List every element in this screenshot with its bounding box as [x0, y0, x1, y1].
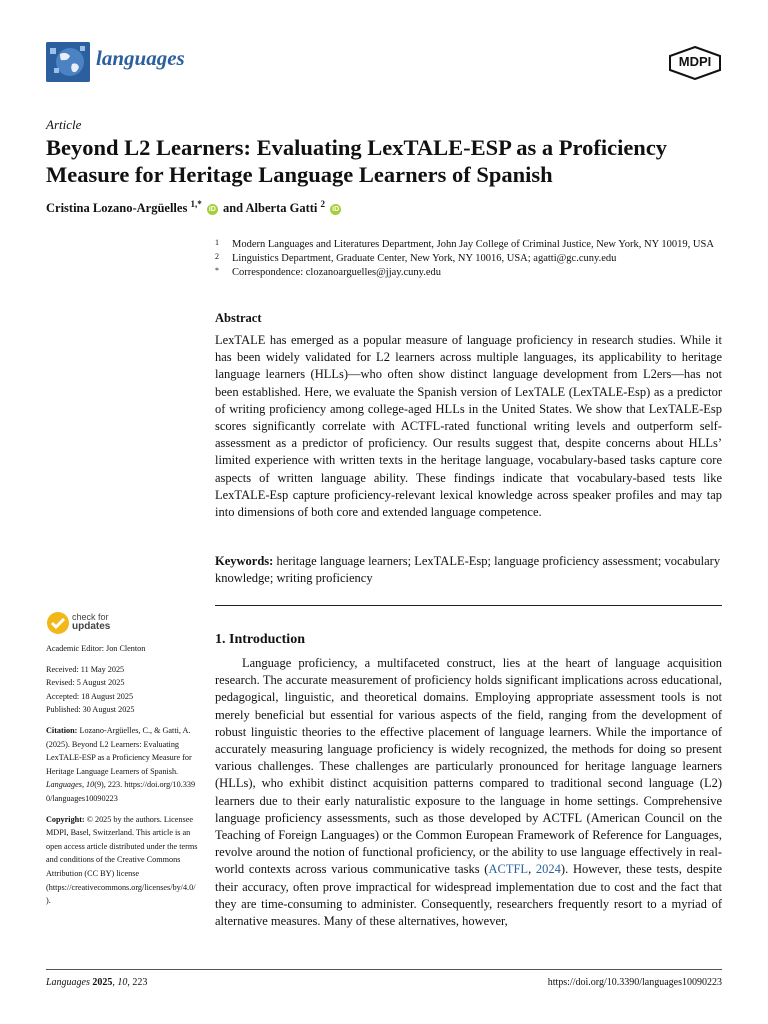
check-updates-icon [46, 611, 70, 635]
keywords [215, 553, 722, 587]
date-accepted: Accepted: 18 August 2025 [46, 691, 134, 701]
orcid-icon[interactable]: iD [208, 206, 216, 214]
intro-paragraph [215, 655, 722, 930]
date-received: Received: 11 May 2025 [46, 664, 125, 674]
footer-citation [46, 977, 147, 988]
footer-volume: 10 [117, 977, 128, 988]
check-updates-line1: check for [72, 612, 109, 622]
affiliation-text: Modern Languages and Literatures Department, John Jay College of Criminal Justice, New York, NY 10019, USA [232, 239, 714, 250]
journal-logo[interactable] [46, 42, 90, 82]
check-for-updates-badge[interactable] [46, 611, 156, 635]
section-divider [215, 605, 722, 606]
affiliation-mark: * [215, 266, 219, 275]
mdpi-logo[interactable] [668, 46, 722, 80]
publisher-name: MDPI [678, 54, 712, 69]
affiliation-mark: 2 [215, 252, 219, 261]
affiliation-item [215, 238, 725, 252]
citation-label: Citation: [46, 725, 78, 735]
footer-sep: , [127, 977, 130, 988]
intro-text-2: ). However, these tests, despite their accuracy, often prove impractical for widespread implementation due to cost and the fact that they are time-consuming to administer. Consequently, researchers frequently resort to a myriad of alternative measures. Many of these alternatives, however, [215, 862, 723, 929]
citation-doi[interactable]: (9), 223. https://doi.org/10.3390/languages10090223 [46, 780, 196, 803]
reference-link[interactable]: ACTFL [488, 862, 529, 877]
citation-journal: Languages [46, 780, 82, 790]
author-affiliation-mark: 1,* [190, 199, 202, 209]
affiliation-text: Correspondence: clozanoarguelles@jjay.cuny.edu [232, 267, 441, 278]
article-sidebar [46, 642, 198, 908]
article-type: Article [46, 117, 82, 132]
date-revised: Revised: 5 August 2025 [46, 678, 125, 688]
keywords-label: Keywords: [215, 554, 274, 568]
affiliation-mark: 1 [215, 238, 219, 247]
abstract-heading: Abstract [215, 311, 262, 325]
affiliation-item [215, 252, 725, 266]
section-heading: 1. Introduction [215, 632, 305, 647]
reference-year-link[interactable]: 2024 [535, 862, 561, 877]
academic-editor: Academic Editor: Jon Clenton [46, 644, 146, 653]
check-updates-line2: updates [72, 621, 111, 632]
copyright [46, 813, 198, 908]
author-affiliation-mark: 2 [320, 199, 326, 209]
article-title: Beyond L2 Learners: Evaluating LexTALE-ESP as a Proficiency Measure for Heritage Language Learners of Spanish [46, 135, 668, 187]
abstract-text: LexTALE has emerged as a popular measure of language proficiency in research studies. While it has been widely validated for L2 learners across multiple languages, its applicability to heritage language learners (HLLs)—who often show distinct language development from L2ers—has not been established. Here, we evaluate the Spanish version of LexTALE (LexTALE-Esp) as a predictor of writing proficiency among college-aged HLLs in the United States. We show that LexTALE-Esp scores significantly correlate with ACTFL-rated functional writing levels and outperform self-assessment as a predictor of proficiency. Our results suggest that, despite concerns about HLLs’ limited experience with written texts in the heritage language, vocabulary-based tasks capture core aspects of written language ability. These findings indicate that vocabulary-based tests like LexTALE-Esp capture proficiency-relevant lexical knowledge across speaker profiles and may tap into dimensions of both core and extended language competence. [215, 333, 722, 520]
author-list [46, 199, 343, 216]
affiliation-text: Linguistics Department, Graduate Center, New York, NY 10016, USA; agatti@gc.cuny.edu [232, 253, 617, 264]
footer-journal: Languages [46, 977, 90, 988]
author-name[interactable]: Alberta Gatti [245, 201, 318, 216]
affiliations [215, 238, 725, 280]
citation-text: Lozano-Argüelles, C., & Gatti, A. (2025). Beyond L2 Learners: Evaluating LexTALE-ESP as a Proficiency Measure for Heritage Language Learners of Spanish. [46, 725, 192, 776]
author-name[interactable]: Cristina Lozano-Argüelles [46, 201, 188, 216]
date-published: Published: 30 August 2025 [46, 705, 135, 715]
footer-article-number: 223 [132, 977, 148, 988]
footer-doi-link[interactable]: https://doi.org/10.3390/languages10090223 [547, 977, 722, 988]
globe-icon [46, 42, 90, 82]
intro-sep: , [528, 862, 536, 877]
intro-text-1: Language proficiency, a multifaceted construct, lies at the heart of language acquisition research. The accurate measurement of proficiency holds significant implications across educational, pedagogical, linguistic, and theoretical domains. Employing appropriate assessment tools is not merely beneficial but essential for various aspects of the field, ranging from the development of robust linguistic theories to the effective placement of language learners. While the importance of accurately measuring language proficiency is widely recognized, the methods for doing so present various challenges. These challenges are particularly pronounced for heritage language learners (HLLs), who exhibit distinct acquisition patterns compared to traditional second language (L2) learners due to their early naturalistic exposure to the language in home settings. Comprehensive language proficiency assessments, such as those developed by ACTFL (American Council on the Teaching of Foreign Languages) or the Common European Framework of Reference for Languages, revolve around the notion of functional proficiency, or the ability to use language effectively in real-world contexts across various communicative tasks ( [215, 656, 722, 877]
orcid-icon[interactable]: iD [332, 206, 340, 214]
footer-sep: , [112, 977, 115, 988]
footer-year: 2025 [92, 977, 113, 988]
footer-divider [46, 969, 722, 970]
author-connector: and [222, 201, 244, 216]
journal-name[interactable]: languages [96, 46, 185, 70]
citation-volume: , 10 [81, 780, 95, 790]
citation [46, 724, 198, 806]
keywords-text: heritage language learners; LexTALE-Esp; language proficiency assessment; vocabulary knowledge; writing proficiency [215, 554, 721, 586]
affiliation-item [215, 266, 725, 280]
copyright-label: Copyright: [46, 814, 85, 824]
copyright-text: © 2025 by the authors. Licensee MDPI, Basel, Switzerland. This article is an open access article distributed under the terms and conditions of the Creative Commons Attribution (CC BY) license (https://creativecommons.org/licenses/by/4.0/). [46, 814, 198, 906]
